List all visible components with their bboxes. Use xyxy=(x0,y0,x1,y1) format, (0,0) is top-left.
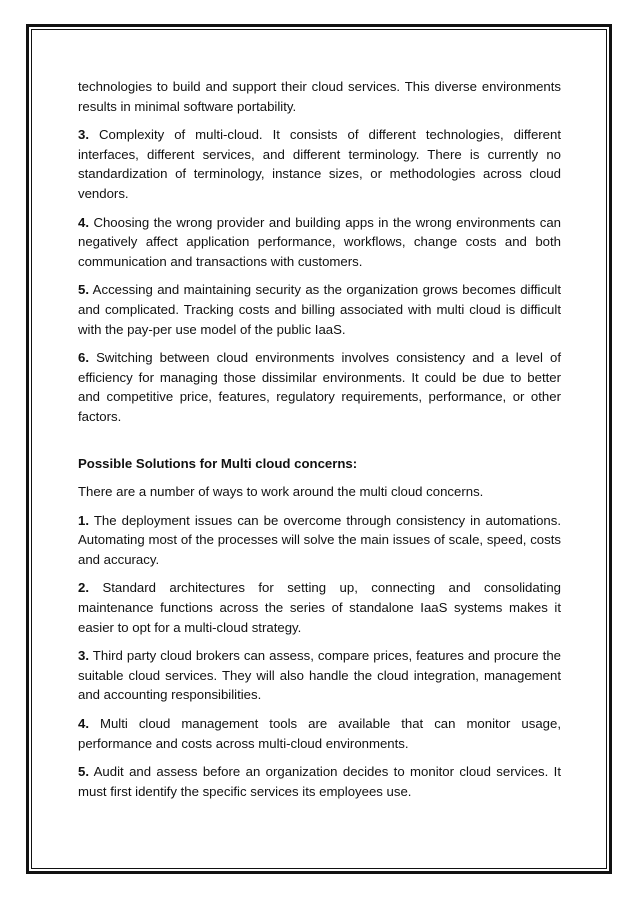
issue-paragraph xyxy=(78,280,561,339)
solution-number: 3. xyxy=(78,648,89,664)
document-body xyxy=(78,77,561,810)
issue-text: Complexity of multi-cloud. It consists of different technologies, different interfaces, different services, and different terminology. There is currently no standardization of terminology, instance sizes, or methodologies across cloud vendors. xyxy=(78,127,561,201)
solution-text: Multi cloud management tools are available that can monitor usage, performance and costs across multi-cloud environments. xyxy=(78,716,561,751)
solution-text: Standard architectures for setting up, connecting and consolidating maintenance functions across the series of standalone IaaS systems makes it easier to opt for a multi-cloud strategy. xyxy=(78,580,561,635)
issue-paragraph xyxy=(78,348,561,426)
solution-number: 1. xyxy=(78,512,89,528)
solution-text: The deployment issues can be overcome through consistency in automations. Automating most of the processes will solve the main issues of scale, speed, costs and accuracy. xyxy=(78,512,561,567)
solution-text: Third party cloud brokers can assess, compare prices, features and procure the suitable cloud services. They will also handle the cloud integration, management and accounting responsibilities. xyxy=(78,648,561,703)
issue-paragraph xyxy=(78,213,561,272)
issue-text: Switching between cloud environments involves consistency and a level of efficiency for managing those dissimilar environments. It could be due to better and competitive price, features, regulatory requirements, performance, or other factors. xyxy=(78,350,561,424)
solution-paragraph xyxy=(78,714,561,753)
issue-text: Accessing and maintaining security as the organization grows becomes difficult and complicated. Tracking costs and billing associated with multi cloud is difficult with the pay-per use model of the public IaaS. xyxy=(78,282,561,337)
solution-paragraph xyxy=(78,762,561,801)
solution-paragraph xyxy=(78,646,561,705)
issue-text: Choosing the wrong provider and building apps in the wrong environments can negatively affect application performance, workflows, change costs and both communication and transactions with customers. xyxy=(78,214,561,269)
solution-paragraph xyxy=(78,511,561,570)
issue-number: 6. xyxy=(78,350,89,366)
solution-number: 4. xyxy=(78,716,89,732)
issue-number: 3. xyxy=(78,127,89,143)
continuation-paragraph: technologies to build and support their cloud services. This diverse environments results in minimal software portability. xyxy=(78,79,561,114)
section-heading: Possible Solutions for Multi cloud concerns: xyxy=(78,455,358,471)
solution-text: Audit and assess before an organization decides to monitor cloud services. It must first identify the specific services its employees use. xyxy=(78,764,561,799)
solution-paragraph xyxy=(78,578,561,637)
issue-paragraph xyxy=(78,125,561,203)
solution-number: 5. xyxy=(78,764,89,780)
issue-number: 4. xyxy=(78,214,89,230)
solutions-intro: There are a number of ways to work around the multi cloud concerns. xyxy=(78,484,484,500)
solution-number: 2. xyxy=(78,580,89,596)
issue-number: 5. xyxy=(78,282,89,298)
